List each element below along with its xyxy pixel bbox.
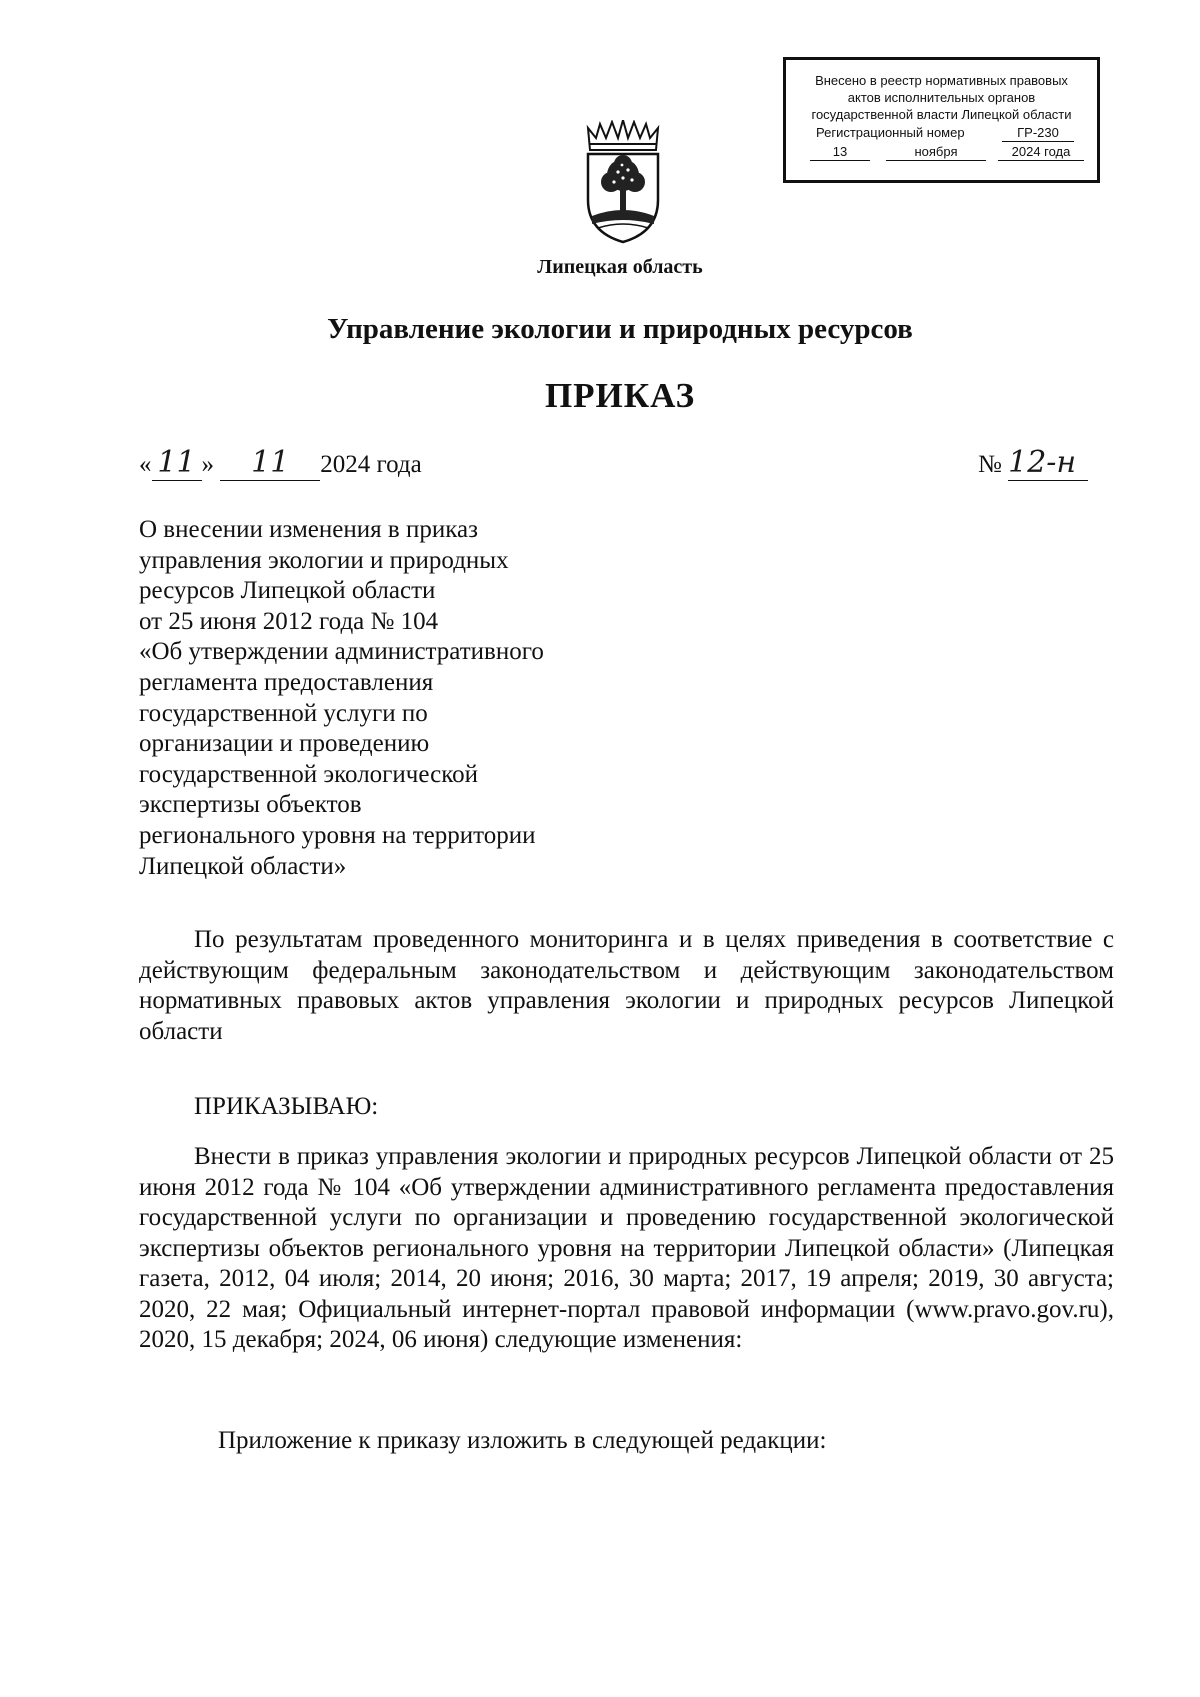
order-date (139, 445, 422, 481)
date-open-quote: « (139, 451, 152, 478)
subject-line: ресурсов Липецкой области (139, 577, 436, 605)
stamp-registration-label: Регистрационный номер (816, 125, 965, 140)
subject-line: от 25 июня 2012 года № 104 (139, 607, 439, 635)
registry-stamp (783, 57, 1100, 183)
subject-line: регламента предоставления (139, 668, 434, 696)
date-day-handwritten: 11 (152, 445, 202, 481)
stamp-month: ноября (886, 143, 986, 161)
stamp-line-3: государственной власти Липецкой области (811, 107, 1072, 122)
stamp-line-1: Внесено в реестр нормативных правовых (815, 73, 1068, 88)
preamble-paragraph: По результатам проведенного мониторинга и в целях приведения в соответствие с действующим федеральным законодательством и действующим законодательством нормативных правовых актов управления экологии и природных ресурсов Липецкой области (139, 926, 1114, 1045)
subject-line: государственной экологической (139, 760, 478, 788)
appendix-paragraph: Приложение к приказу изложить в следующей редакции: (218, 1427, 827, 1454)
subject-line: О внесении изменения в приказ (139, 516, 478, 543)
order-subject (139, 515, 639, 882)
subject-line: экспертизы объектов (139, 791, 362, 819)
stamp-registration-number: ГР-230 (1002, 124, 1074, 142)
document-type-title: ПРИКАЗ (544, 376, 696, 415)
number-label: № (978, 451, 1002, 478)
region-name: Липецкая область (537, 256, 703, 278)
order-number (978, 445, 1088, 481)
department-title: Управление экологии и природных ресурсов (327, 313, 913, 345)
number-handwritten: 12-н (1008, 445, 1088, 481)
stamp-day: 13 (810, 143, 870, 161)
stamp-registration-row (786, 124, 1097, 141)
coat-of-arms-icon (578, 120, 668, 245)
subject-line: «Об утверждении административного (139, 638, 544, 666)
subject-line: управления экологии и природных (139, 546, 509, 574)
date-year: 2024 года (320, 451, 422, 478)
subject-line: государственной услуги по (139, 699, 428, 727)
date-close-quote: » (201, 451, 214, 478)
subject-line: организации и проведению (139, 730, 430, 758)
main-paragraph: Внести в приказ управления экологии и природных ресурсов Липецкой области от 25 июня 2012 года № 104 «Об утверждении административного регламента предоставления государственной услуги по организации и проведению государственной экологической экспертизы объектов регионального уровня на территории Липецкой области» (Липецкая газета, 2012, 04 июля; 2014, 20 июня; 2016, 30 марта; 2017, 19 апреля; 2019, 30 августа; 2020, 22 мая; Официальный интернет-портал правовой информации (www.pravo.gov.ru), 2020, 15 декабря; 2024, 06 июня) следующие изменения: (139, 1143, 1114, 1353)
subject-line: регионального уровня на территории (139, 821, 536, 849)
subject-line: Липецкой области» (139, 852, 347, 880)
stamp-date-row (786, 143, 1097, 162)
stamp-year: 2024 года (998, 143, 1084, 161)
stamp-line-2: актов исполнительных органов (847, 90, 1036, 105)
date-month-handwritten: 11 (220, 445, 320, 481)
order-directive-word: ПРИКАЗЫВАЮ: (194, 1093, 379, 1120)
